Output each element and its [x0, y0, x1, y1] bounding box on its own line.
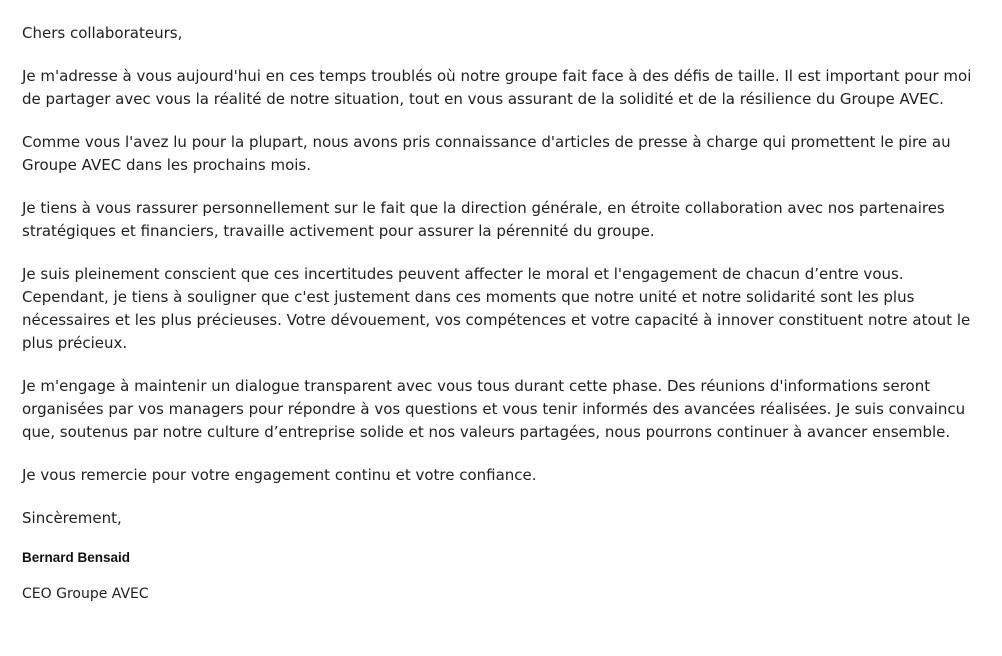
signature-name: Bernard Bensaid [22, 550, 131, 565]
email-paragraph-1: Je m'adresse à vous aujourd'hui en ces temps troublés où notre groupe fait face à des défis de taille. Il est important pour moi de partager avec vous la réalité de notre situation, tout en vous assurant de la solidité et de la résilience du Groupe AVEC. [22, 67, 972, 108]
email-closing: Sincèrement, [22, 509, 122, 527]
email-paragraph-6: Je vous remercie pour votre engagement continu et votre confiance. [22, 466, 537, 484]
email-paragraph-5: Je m'engage à maintenir un dialogue transparent avec vous tous durant cette phase. Des réunions d'informations seront organisées par vos managers pour répondre à vos questions et vous tenir informés des avancées réalisées. Je suis convaincu que, soutenus par notre culture d’entreprise solide et nos valeurs partagées, nous pourrons continuer à avancer ensemble. [22, 377, 966, 441]
email-paragraph-3: Je tiens à vous rassurer personnellement sur le fait que la direction générale, en étroite collaboration avec nos partenaires stratégiques et financiers, travaille activement pour assurer la pérennité du groupe. [22, 199, 945, 240]
email-paragraph-4: Je suis pleinement conscient que ces incertitudes peuvent affecter le moral et l'engagement de chacun d’entre vous. Cependant, je tiens à souligner que c'est justement dans ces moments que notre unité et notre solidarité sont les plus nécessaires et les plus précieuses. Votre dévouement, vos compétences et votre capacité à innover constituent notre atout le plus précieux. [22, 265, 971, 352]
signature-title: CEO Groupe AVEC [22, 586, 149, 602]
email-greeting: Chers collaborateurs, [22, 24, 183, 42]
email-body [22, 22, 987, 604]
email-paragraph-2: Comme vous l'avez lu pour la plupart, nous avons pris connaissance d'articles de presse à charge qui promettent le pire au Groupe AVEC dans les prochains mois. [22, 133, 951, 174]
